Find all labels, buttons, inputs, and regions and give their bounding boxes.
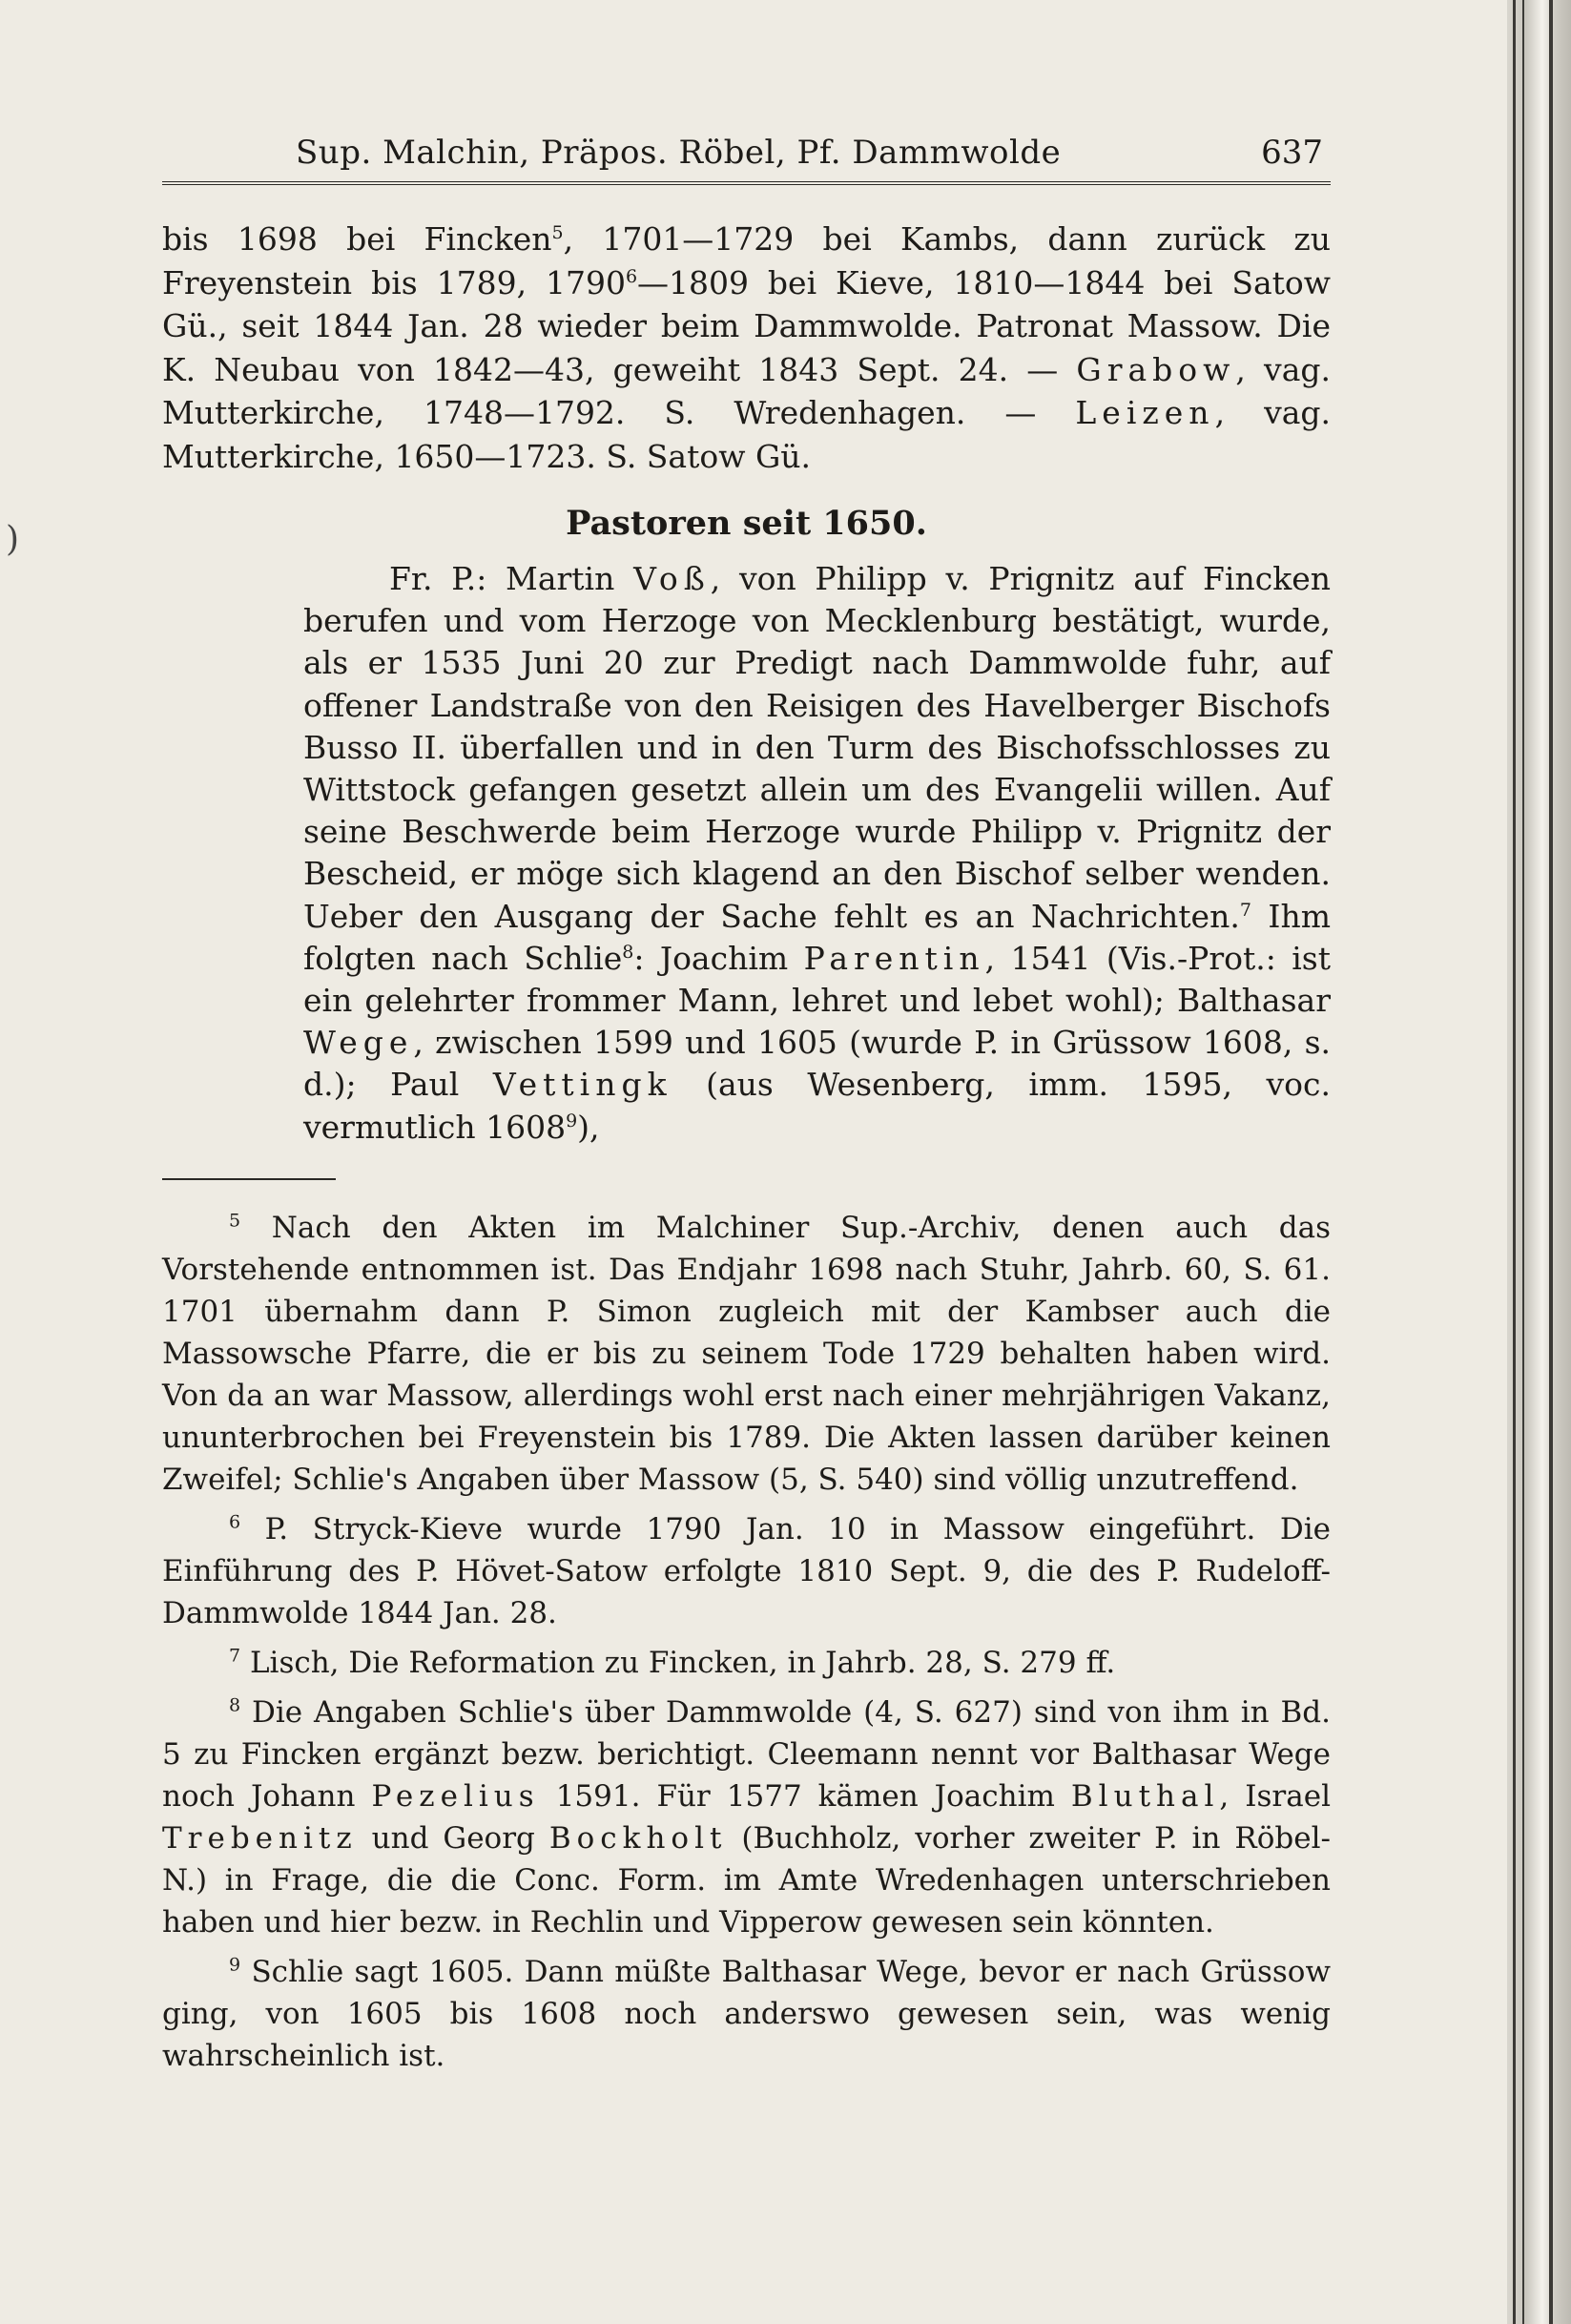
footnote-7: $^7$ Lisch, Die Reformation zu Fincken, in Jahrb. 28, S. 279 ff.	[229, 1645, 1116, 1680]
header-title: Sup. Malchin, Präpos. Röbel, Pf. Dammwolde	[296, 134, 1062, 172]
pastors-paragraph: Fr. P.: Martin Voß, von Philipp v. Prignitz auf Fincken berufen und vom Herzoge von Mecklenburg bestätigt, wurde, als er 1535 Juni 20 zur Predigt nach Dammwolde fuhr, auf offener Landstraße von den Reisigen des Havelberger Bischofs Busso II. überfallen und in den Turm des Bischofsschlosses zu Wittstock gefangen gesetzt allein um des Evangelii willen. Auf seine Beschwerde beim Herzoge wurde Philipp v. Prignitz der Bescheid, er möge sich klagend an den Bischof selber wenden. Ueber den Ausgang der Sache fehlt es an Nachrichten.$^7$ Ihm folgten nach Schlie$^8$: Joachim Parentin, 1541 (Vis.-Prot.: ist ein gelehrter frommer Mann, lehret und lebet wohl); Balthasar Wege, zwischen 1599 und 1605 (wurde P. in Grüssow 1608, s. d.); Paul Vettingk (aus Wesenberg, imm. 1595, voc. vermutlich 1608$^9$),	[303, 560, 1331, 1146]
name-vettingk: Vettingk	[492, 1066, 672, 1104]
name-wege: Wege	[303, 1024, 414, 1062]
footnote-ref-5: 5	[551, 222, 564, 243]
name-pezelius: Pezelius	[371, 1779, 540, 1814]
footnote-6: $^6$ P. Stryck-Kieve wurde 1790 Jan. 10 in Massow eingeführt. Die Einführung des P. Hövet-Satow erfolgte 1810 Sept. 9, die des P. Rudeloff-Dammwolde 1844 Jan. 28.	[162, 1511, 1331, 1630]
book-spine	[1507, 0, 1571, 2324]
name-parentin: Parentin	[803, 939, 985, 977]
place-grabow: Grabow	[1076, 350, 1236, 388]
running-head	[162, 134, 1331, 185]
name-voss: Voß	[633, 560, 711, 597]
footnote-ref-7: 7	[1239, 899, 1251, 921]
footnote-8: $^8$ Die Angaben Schlie's über Dammwolde (4, S. 627) sind von ihm in Bd. 5 zu Fincken ergänzt bezw. berichtigt. Cleemann nennt vor Balthasar Wege noch Johann Pezelius 1591. Für 1577 kämen Joachim Bluthal, Israel Trebenitz und Georg Bockholt (Buchholz, vorher zweiter P. in Röbel-N.) in Frage, die die Conc. Form. im Amte Wredenhagen unterschrieben haben und hier bezw. in Rechlin und Vipperow gewesen sein könnten.	[162, 1694, 1331, 1940]
footnotes	[162, 1207, 1331, 2085]
footnote-ref-6: 6	[625, 265, 638, 287]
intro-paragraph: bis 1698 bei Fincken$^5$, 1701—1729 bei Kambs, dann zurück zu Freyenstein bis 1789, 1790$^6$—1809 bei Kieve, 1810—1844 bei Satow Gü., seit 1844 Jan. 28 wieder beim Dammwolde. Patronat Massow. Die K. Neubau von 1842—43, geweiht 1843 Sept. 24. — Grabow, vag. Mutterkirche, 1748—1792. S. Wredenhagen. — Leizen, vag. Mutterkirche, 1650—1723. S. Satow Gü.	[162, 220, 1331, 475]
place-leizen: Leizen	[1075, 394, 1215, 431]
footnote-rule	[162, 1178, 336, 1180]
name-bluthal: Bluthal	[1070, 1779, 1220, 1814]
footnote-ref-8: 8	[622, 941, 634, 963]
footnote-9: $^9$ Schlie sagt 1605. Dann müßte Balthasar Wege, bevor er nach Grüssow ging, von 1605 bis 1608 noch anderswo gewesen sein, was wenig wahrscheinlich ist.	[162, 1954, 1331, 2073]
spine-line	[1522, 0, 1524, 2324]
footnote-ref-9: 9	[566, 1110, 578, 1131]
spine-line	[1513, 0, 1516, 2324]
name-trebenitz: Trebenitz	[162, 1821, 358, 1856]
page-number: 637	[1261, 134, 1323, 172]
spine-line	[1549, 0, 1553, 2324]
margin-mark: )	[6, 520, 20, 559]
section-title: Pastoren seit 1650.	[566, 504, 927, 543]
footnote-5: $^5$ Nach den Akten im Malchiner Sup.-Archiv, denen auch das Vorstehende entnommen ist. Das Endjahr 1698 nach Stuhr, Jahrb. 60, S. 61. 1701 übernahm dann P. Simon zugleich mit der Kambser auch die Massowsche Pfarre, die er bis zu seinem Tode 1729 behalten haben wird. Von da an war Massow, allerdings wohl erst nach einer mehrjährigen Vakanz, ununterbrochen bei Freyenstein bis 1789. Die Akten lassen darüber keinen Zweifel; Schlie's Angaben über Massow (5, S. 540) sind völlig unzutreffend.	[162, 1210, 1331, 1497]
name-bockholt: Bockholt	[548, 1821, 728, 1856]
